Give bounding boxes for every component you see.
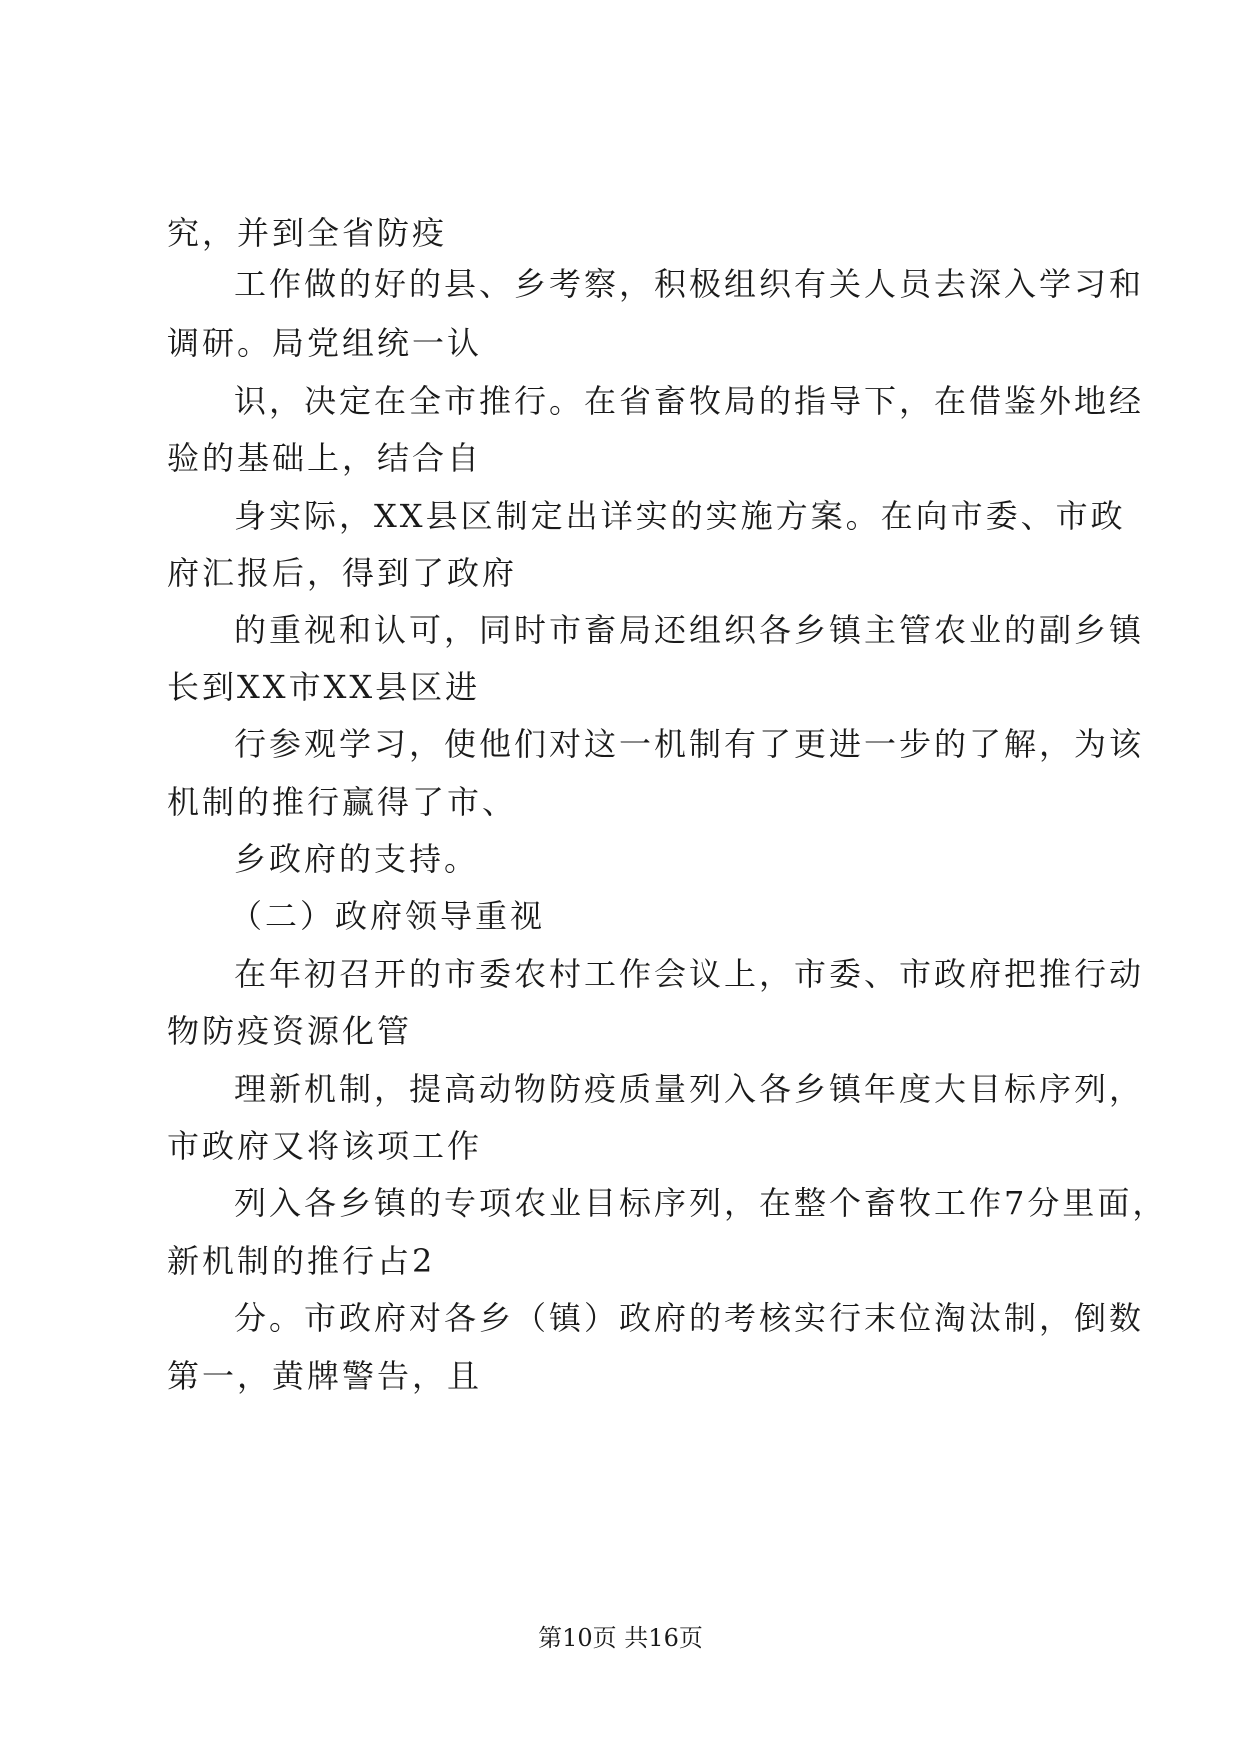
text-line: 识，决定在全市推行。在省畜牧局的指导下，在借鉴外地经 xyxy=(234,382,1145,420)
text-line: 第一，黄牌警告，且 xyxy=(167,1357,483,1395)
text-line: 调研。局党组统一认 xyxy=(167,324,483,362)
text-line: 理新机制，提高动物防疫质量列入各乡镇年度大目标序列， xyxy=(234,1070,1145,1108)
text-line: 乡政府的支持。 xyxy=(234,840,480,878)
text-line: 市政府又将该项工作 xyxy=(167,1127,483,1165)
text-line: 分。市政府对各乡（镇）政府的考核实行末位淘汰制，倒数 xyxy=(234,1299,1145,1337)
text-line: 的重视和认可，同时市畜局还组织各乡镇主管农业的副乡镇 xyxy=(234,611,1145,649)
text-line: 机制的推行赢得了市、 xyxy=(167,783,518,821)
text-line: 列入各乡镇的专项农业目标序列，在整个畜牧工作7分里面， xyxy=(234,1184,1168,1222)
text-line: 物防疫资源化管 xyxy=(167,1012,413,1050)
text-line: 行参观学习，使他们对这一机制有了更进一步的了解，为该 xyxy=(234,725,1145,763)
text-line: 在年初召开的市委农村工作会议上，市委、市政府把推行动 xyxy=(234,955,1145,993)
text-line: 究，并到全省防疫 xyxy=(167,214,448,252)
text-line: 身实际，XX县区制定出详实的实施方案。在向市委、市政 xyxy=(234,497,1126,535)
section-heading: （二）政府领导重视 xyxy=(230,897,546,935)
text-line: 新机制的推行占2 xyxy=(167,1242,436,1280)
text-line: 工作做的好的县、乡考察，积极组织有关人员去深入学习和 xyxy=(234,265,1145,303)
page-number-footer: 第10页 共16页 xyxy=(538,1624,703,1652)
text-line: 验的基础上，结合自 xyxy=(167,439,483,477)
text-line: 府汇报后，得到了政府 xyxy=(167,554,518,592)
text-line: 长到XX市XX县区进 xyxy=(167,668,481,706)
